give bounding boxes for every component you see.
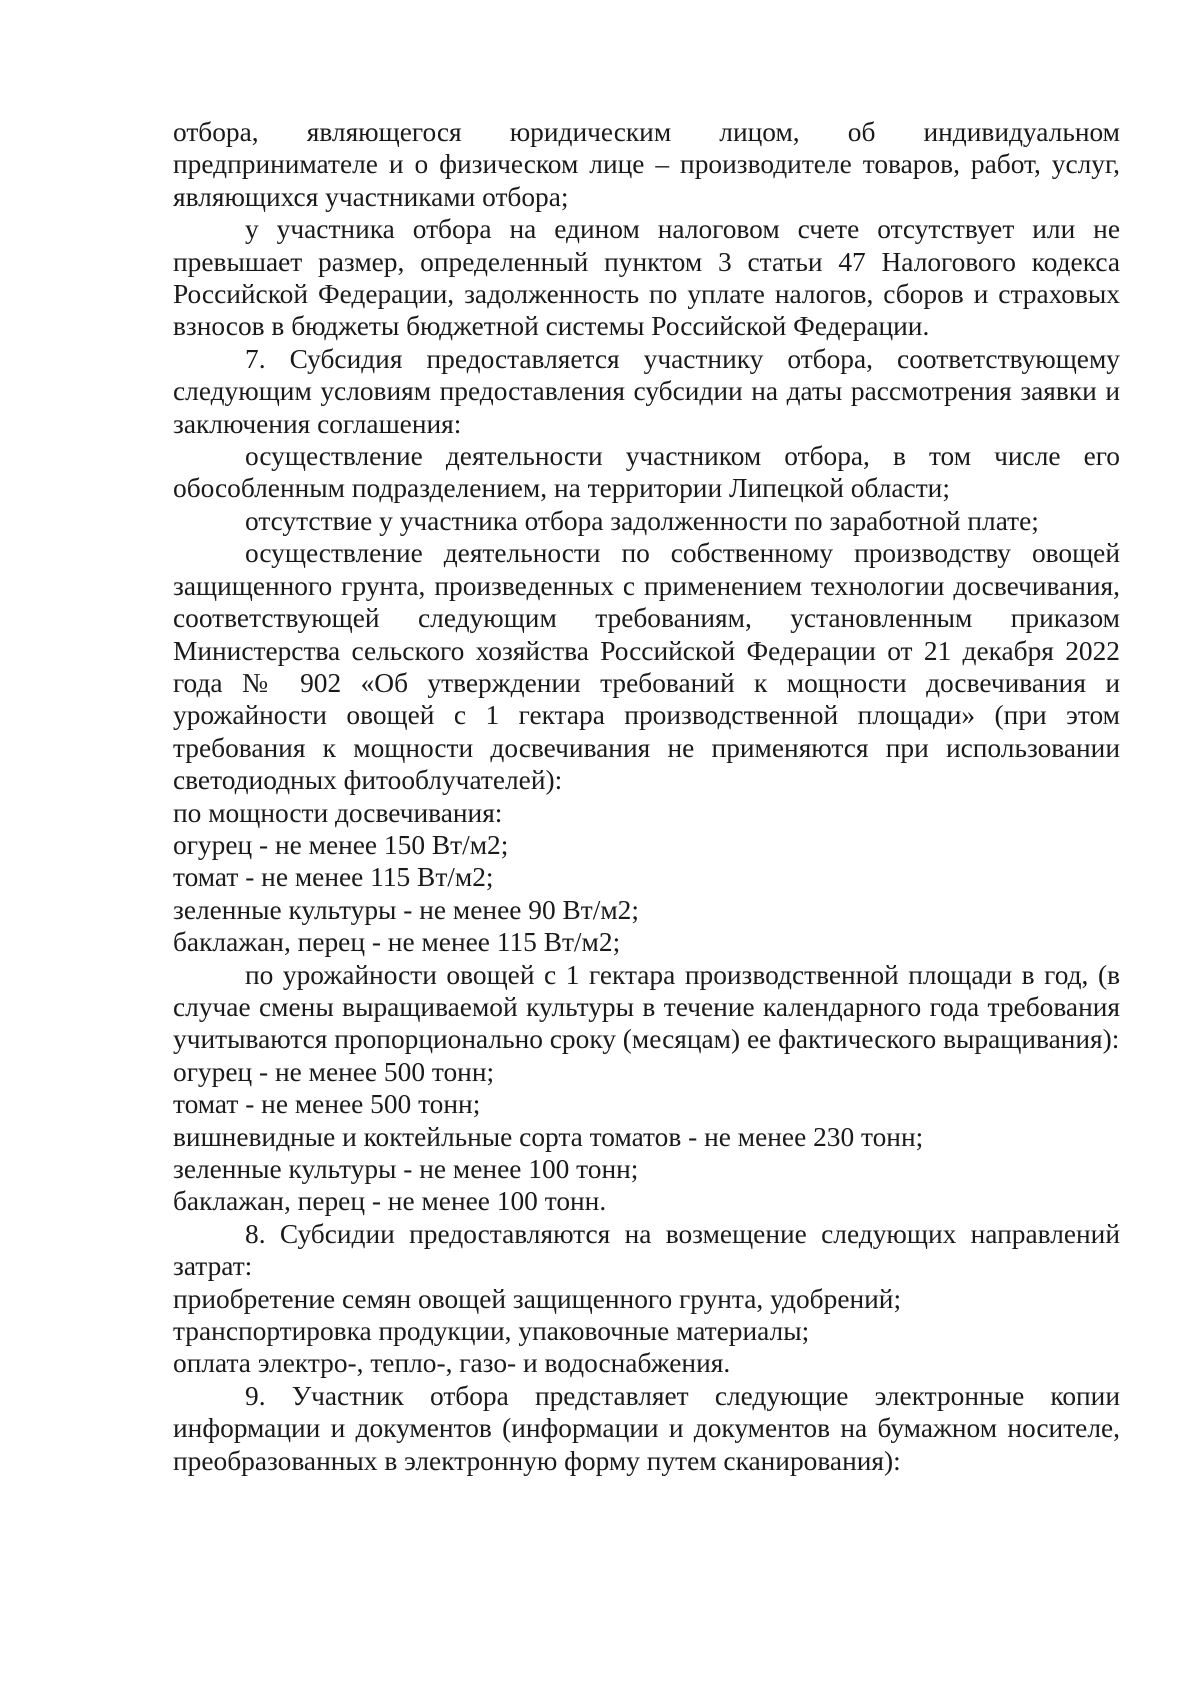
list-item-transport: транспортировка продукции, упаковочные материалы; — [173, 1316, 810, 1347]
list-item-cucumber-power: огурец - не менее 150 Вт/м2; — [173, 829, 509, 860]
list-item-tomato-power: томат - не менее 115 Вт/м2; — [173, 862, 494, 893]
list-item-utilities: оплата электро-, тепло-, газо- и водоснабжения. — [173, 1348, 731, 1379]
list-item-cucumber-yield: огурец - не менее 500 тонн; — [173, 1056, 495, 1087]
list-item-greens-yield: зеленные культуры - не менее 100 тонн; — [173, 1154, 639, 1184]
list-item-seeds: приобретение семян овощей защищенного грунта, удобрений; — [173, 1283, 902, 1314]
list-item-greens-power: зеленные культуры - не менее 90 Вт/м2; — [173, 894, 639, 925]
paragraph-no-wage-debt: отсутствие у участника отбора задолженности по заработной плате; — [245, 505, 1039, 536]
paragraph-tax-debt: у участника отбора на едином налоговом счете отсутствует или не превышает размер, определенный пунктом 3 статьи 47 Налогового кодекса Российской Федерации, задолженность по уплате налогов, сборов и страховых взносов в бюджеты бюджетной системы Российской Федерации. — [173, 214, 1120, 342]
paragraph-yield: по урожайности овощей с 1 гектара производственной площади в год, (в случае смены выращиваемой культуры в течение календарного года требования учитываются пропорционально сроку (месяцам) ее фактического выращивания): — [173, 959, 1120, 1055]
paragraph-production-requirements: осуществление деятельности по собственному производству овощей защищенного грунта, произведенных с применением технологии досвечивания, соответствующей следующим требованиям, установленным приказом Министерства сельского хозяйства Российской Федерации от 21 декабря 2022 года № 902 «Об утверждении требований к мощности досвечивания и урожайности овощей с 1 гектара производственной площади» (при этом требования к мощности досвечивания не применяются при использовании светодиодных фитооблучателей): — [173, 538, 1120, 796]
paragraph-clause-8: 8. Субсидии предоставляются на возмещение следующих направлений затрат: — [173, 1218, 1120, 1282]
list-item-eggplant-power: баклажан, перец - не менее 115 Вт/м2; — [173, 927, 621, 958]
paragraph-continuation: отбора, являющегося юридическим лицом, об индивидуальном предпринимателе и о физическом лице – производителе товаров, работ, услуг, являющихся участниками отбора; — [173, 117, 1120, 212]
document-page — [173, 116, 1120, 1477]
list-item-cherry-tomato-yield: вишневидные и коктейльные сорта томатов - не менее 230 тонн; — [173, 1121, 924, 1152]
paragraph-clause-7: 7. Субсидия предоставляется участнику отбора, соответствующему следующим условиям предоставления субсидии на даты рассмотрения заявки и заключения соглашения: — [173, 343, 1120, 439]
list-item-lighting-power: по мощности досвечивания: — [173, 797, 503, 828]
paragraph-activity-lipetsk: осуществление деятельности участником отбора, в том числе его обособленным подразделением, на территории Липецкой области; — [173, 441, 1120, 504]
list-item-tomato-yield: томат - не менее 500 тонн; — [173, 1089, 481, 1120]
paragraph-clause-9: 9. Участник отбора представляет следующие электронные копии информации и документов (информации и документов на бумажном носителе, преобразованных в электронную форму путем сканирования): — [173, 1380, 1120, 1476]
list-item-eggplant-yield: баклажан, перец - не менее 100 тонн. — [173, 1186, 607, 1217]
